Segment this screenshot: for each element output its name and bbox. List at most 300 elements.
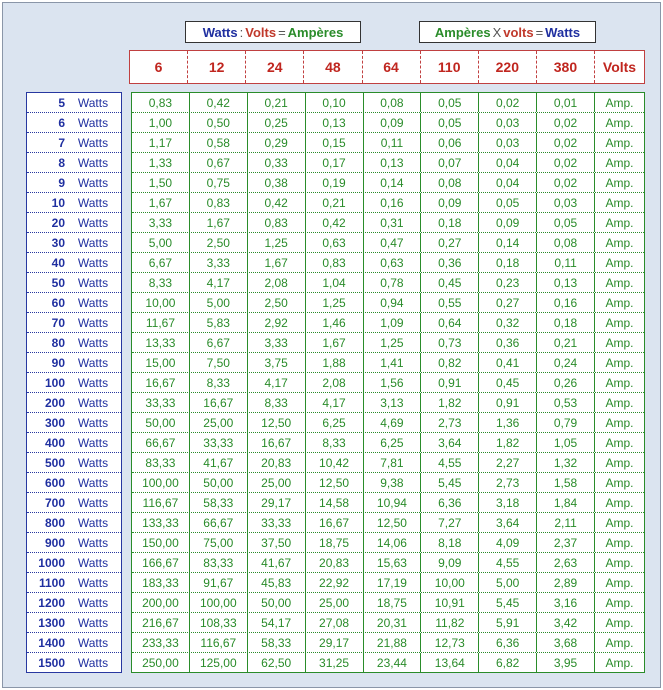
formula-volts: Volts: [245, 24, 277, 40]
table-row: [132, 353, 644, 373]
ampere-cell: 22,92: [305, 573, 363, 592]
ampere-cell: 0,83: [247, 213, 305, 232]
ampere-cell: 0,75: [189, 173, 247, 192]
watts-unit-label: Watts: [77, 575, 109, 590]
ampere-cell: 13,33: [145, 335, 176, 350]
watts-value: 1400: [38, 635, 65, 650]
ampere-cell: 116,67: [142, 495, 179, 510]
amp-unit-label: Amp.: [594, 413, 644, 432]
volt-header-cell: 110: [420, 51, 478, 83]
ampere-cell: 11,67: [145, 315, 175, 330]
table-row: [132, 473, 644, 493]
watts-row: [27, 513, 121, 533]
watts-row: [27, 573, 121, 593]
ampere-cell: 3,75: [247, 353, 305, 372]
watts-value: 1100: [38, 575, 65, 590]
table-row: [132, 293, 644, 313]
ampere-cell: 0,78: [363, 273, 421, 292]
amp-unit-label: Amp.: [594, 573, 644, 592]
ampere-cell: 0,09: [420, 193, 478, 212]
watts-unit-label: Watts: [77, 495, 109, 510]
watts-value: 1500: [38, 656, 65, 670]
amp-unit-label: Amp.: [594, 353, 644, 372]
ampere-cell: 0,83: [189, 193, 247, 212]
watts-row: [27, 613, 121, 633]
ampere-cell: 10,94: [363, 493, 421, 512]
ampere-cell: 33,33: [145, 395, 176, 410]
amp-unit-label: Amp.: [594, 93, 644, 112]
ampere-cell: 3,95: [536, 653, 594, 673]
ampere-cell: 10,00: [420, 573, 478, 592]
watts-unit-label: Watts: [77, 415, 109, 430]
table-row: [132, 593, 644, 613]
ampere-cell: 100,00: [189, 593, 247, 612]
ampere-cell: 0,64: [420, 313, 478, 332]
amp-unit-label: Amp.: [594, 473, 644, 492]
ampere-cell: 0,03: [478, 133, 536, 152]
table-row: [132, 493, 644, 513]
ampere-cell: 1,32: [536, 453, 594, 472]
ampere-cell: 0,05: [478, 193, 536, 212]
watts-value: 7: [58, 135, 65, 150]
ampere-cell: 8,33: [189, 373, 247, 392]
table-row: [132, 633, 644, 653]
ampere-cell: 1,58: [536, 473, 594, 492]
ampere-cell: 0,18: [478, 253, 536, 272]
watts-value: 5: [58, 95, 65, 110]
ampere-cell: 0,13: [536, 273, 594, 292]
ampere-cell: 250,00: [142, 656, 179, 670]
ampere-cell: 2,50: [189, 233, 247, 252]
volt-header-cell: 6: [154, 59, 163, 75]
watts-value: 200: [44, 395, 65, 410]
amp-unit-label: Amp.: [594, 313, 644, 332]
watts-unit-label: Watts: [77, 656, 109, 670]
ampere-cell: 27,08: [305, 613, 363, 632]
ampere-cell: 0,26: [536, 373, 594, 392]
table-row: [132, 413, 644, 433]
ampere-cell: 11,82: [420, 613, 478, 632]
ampere-cell: 4,55: [478, 553, 536, 572]
watts-value: 50: [51, 275, 65, 290]
volts-unit-header: Volts: [594, 51, 644, 83]
ampere-cell: 16,67: [247, 433, 305, 452]
formula-amps: Ampères: [434, 24, 491, 40]
volt-header-cell: 220: [478, 51, 536, 83]
ampere-cell: 2,73: [420, 413, 478, 432]
ampere-cell: 1,46: [305, 313, 363, 332]
watts-value: 30: [51, 235, 65, 250]
ampere-cell: 0,25: [247, 113, 305, 132]
table-row: [132, 173, 644, 193]
ampere-cell: 0,05: [536, 213, 594, 232]
table-row: [132, 213, 644, 233]
ampere-cell: 0,41: [478, 353, 536, 372]
watts-unit-label: Watts: [77, 435, 109, 450]
amp-unit-label: Amp.: [594, 253, 644, 272]
watts-value: 20: [51, 215, 65, 230]
watts-unit-label: Watts: [77, 355, 109, 370]
ampere-cell: 33,33: [189, 433, 247, 452]
ampere-cell: 0,58: [189, 133, 247, 152]
ampere-cell: 0,21: [536, 333, 594, 352]
watts-row: [27, 653, 121, 673]
table-row: [132, 333, 644, 353]
watts-value: 400: [44, 435, 65, 450]
ampere-cell: 3,16: [536, 593, 594, 612]
ampere-cell: 0,09: [478, 213, 536, 232]
ampere-cell: 133,33: [142, 515, 179, 530]
ampere-cell: 8,18: [420, 533, 478, 552]
ampere-cell: 2,50: [247, 293, 305, 312]
ampere-cell: 0,06: [420, 133, 478, 152]
watts-row: [27, 493, 121, 513]
amp-unit-label: Amp.: [594, 193, 644, 212]
ampere-cell: 0,02: [536, 173, 594, 192]
ampere-cell: 0,63: [305, 233, 363, 252]
ampere-cell: 15,63: [363, 553, 421, 572]
table-row: [132, 613, 644, 633]
volt-header-cell: 64: [362, 51, 420, 83]
amp-unit-label: Amp.: [594, 593, 644, 612]
ampere-cell: 25,00: [247, 473, 305, 492]
ampere-cell: 0,15: [305, 133, 363, 152]
watts-row: [27, 473, 121, 493]
ampere-cell: 3,64: [420, 433, 478, 452]
ampere-cell: 5,83: [189, 313, 247, 332]
watts-value: 500: [44, 455, 65, 470]
ampere-cell: 0,33: [247, 153, 305, 172]
watts-value: 300: [44, 415, 65, 430]
ampere-cell: 0,02: [536, 133, 594, 152]
table-row: [132, 393, 644, 413]
ampere-cell: 7,27: [420, 513, 478, 532]
ampere-cell: 0,79: [536, 413, 594, 432]
ampere-cell: 0,21: [305, 193, 363, 212]
ampere-cell: 54,17: [247, 613, 305, 632]
ampere-cell: 150,00: [142, 535, 179, 550]
amp-unit-label: Amp.: [594, 613, 644, 632]
ampere-cell: 0,32: [478, 313, 536, 332]
table-row: [132, 433, 644, 453]
watts-value: 1200: [38, 595, 65, 610]
watts-value: 10: [51, 195, 65, 210]
ampere-cell: 0,17: [305, 153, 363, 172]
ampere-cell: 0,63: [363, 253, 421, 272]
conversion-table-panel: [2, 2, 661, 688]
ampere-cell: 0,19: [305, 173, 363, 192]
amp-unit-label: Amp.: [594, 493, 644, 512]
ampere-cell: 12,73: [420, 633, 478, 652]
watts-unit-label: Watts: [77, 255, 109, 270]
ampere-cell: 3,64: [478, 513, 536, 532]
ampere-cell: 2,11: [536, 513, 594, 532]
table-row: [132, 133, 644, 153]
ampere-cell: 33,33: [247, 513, 305, 532]
ampere-cell: 100,00: [142, 475, 179, 490]
ampere-cell: 0,03: [536, 193, 594, 212]
amp-unit-label: Amp.: [594, 153, 644, 172]
ampere-cell: 4,69: [363, 413, 421, 432]
ampere-cell: 1,82: [478, 433, 536, 452]
watts-row: [27, 133, 121, 153]
ampere-cell: 66,67: [145, 435, 176, 450]
ampere-cell: 0,83: [148, 95, 173, 110]
watts-value: 1000: [38, 555, 65, 570]
ampere-cell: 0,18: [536, 313, 594, 332]
ampere-cell: 0,10: [305, 93, 363, 112]
ampere-cell: 6,67: [189, 333, 247, 352]
formula-watts-divided-by-volts: [185, 21, 361, 43]
watts-unit-label: Watts: [77, 475, 109, 490]
ampere-cell: 5,00: [478, 573, 536, 592]
ampere-cell: 5,00: [189, 293, 247, 312]
watts-column: [26, 92, 122, 673]
volt-header-cell: 24: [245, 51, 303, 83]
ampere-cell: 125,00: [189, 653, 247, 673]
ampere-cell: 0,04: [478, 153, 536, 172]
ampere-cell: 0,01: [536, 93, 594, 112]
ampere-cell: 10,42: [305, 453, 363, 472]
table-row: [132, 253, 644, 273]
ampere-cell: 50,00: [247, 593, 305, 612]
ampere-cell: 2,37: [536, 533, 594, 552]
ampere-cell: 0,36: [478, 333, 536, 352]
watts-row: [27, 633, 121, 653]
watts-row: [27, 333, 121, 353]
ampere-cell: 83,33: [145, 455, 176, 470]
ampere-cell: 0,16: [536, 293, 594, 312]
formula-equals: =: [278, 24, 286, 40]
formula-equals: =: [535, 24, 544, 40]
watts-row: [27, 533, 121, 553]
ampere-cell: 1,50: [148, 175, 173, 190]
ampere-cell: 1,67: [189, 213, 247, 232]
watts-row: [27, 413, 121, 433]
ampere-cell: 0,23: [478, 273, 536, 292]
watts-row: [27, 233, 121, 253]
table-row: [132, 113, 644, 133]
ampere-cell: 0,14: [363, 173, 421, 192]
watts-row: [27, 113, 121, 133]
ampere-cell: 0,42: [305, 213, 363, 232]
ampere-cell: 200,00: [142, 595, 179, 610]
amperes-grid: [131, 92, 645, 673]
volt-header-cell: 380: [536, 51, 594, 83]
ampere-cell: 4,17: [247, 373, 305, 392]
watts-value: 90: [51, 355, 65, 370]
table-row: [132, 513, 644, 533]
ampere-cell: 20,83: [247, 453, 305, 472]
ampere-cell: 0,21: [247, 93, 305, 112]
ampere-cell: 0,27: [420, 233, 478, 252]
ampere-cell: 18,75: [305, 533, 363, 552]
formula-amps-times-volts: [419, 21, 596, 43]
watts-row: [27, 153, 121, 173]
watts-unit-label: Watts: [77, 235, 109, 250]
ampere-cell: 0,16: [363, 193, 421, 212]
watts-value: 800: [44, 515, 65, 530]
ampere-cell: 7,81: [363, 453, 421, 472]
watts-unit-label: Watts: [77, 555, 109, 570]
formula-volts: volts: [503, 24, 534, 40]
ampere-cell: 1,04: [305, 273, 363, 292]
ampere-cell: 8,33: [247, 393, 305, 412]
ampere-cell: 2,73: [478, 473, 536, 492]
ampere-cell: 5,45: [478, 593, 536, 612]
watts-unit-label: Watts: [77, 295, 109, 310]
amp-unit-label: Amp.: [594, 113, 644, 132]
watts-unit-label: Watts: [77, 155, 109, 170]
watts-unit-label: Watts: [77, 335, 109, 350]
ampere-cell: 75,00: [189, 533, 247, 552]
watts-row: [27, 453, 121, 473]
watts-row: [27, 553, 121, 573]
ampere-cell: 0,18: [420, 213, 478, 232]
ampere-cell: 16,67: [145, 375, 176, 390]
watts-unit-label: Watts: [77, 515, 109, 530]
ampere-cell: 183,33: [142, 575, 179, 590]
ampere-cell: 0,09: [363, 113, 421, 132]
ampere-cell: 0,04: [478, 173, 536, 192]
ampere-cell: 1,25: [247, 233, 305, 252]
ampere-cell: 1,17: [148, 135, 173, 150]
ampere-cell: 1,56: [363, 373, 421, 392]
ampere-cell: 9,38: [363, 473, 421, 492]
amp-unit-label: Amp.: [594, 393, 644, 412]
ampere-cell: 10,00: [145, 295, 176, 310]
amp-unit-label: Amp.: [594, 513, 644, 532]
ampere-cell: 0,11: [363, 133, 421, 152]
amp-unit-label: Amp.: [594, 373, 644, 392]
ampere-cell: 1,82: [420, 393, 478, 412]
watts-value: 8: [58, 155, 65, 170]
watts-value: 6: [58, 115, 65, 130]
ampere-cell: 91,67: [189, 573, 247, 592]
watts-unit-label: Watts: [77, 535, 109, 550]
ampere-cell: 1,33: [148, 155, 173, 170]
ampere-cell: 0,73: [420, 333, 478, 352]
ampere-cell: 7,50: [189, 353, 247, 372]
amp-unit-label: Amp.: [594, 173, 644, 192]
amp-unit-label: Amp.: [594, 533, 644, 552]
ampere-cell: 25,00: [305, 593, 363, 612]
watts-value: 70: [51, 315, 65, 330]
watts-unit-label: Watts: [77, 195, 109, 210]
ampere-cell: 50,00: [189, 473, 247, 492]
watts-unit-label: Watts: [77, 375, 109, 390]
ampere-cell: 0,08: [420, 173, 478, 192]
ampere-cell: 5,45: [420, 473, 478, 492]
watts-row: [27, 293, 121, 313]
ampere-cell: 17,19: [363, 573, 421, 592]
ampere-cell: 0,42: [247, 193, 305, 212]
table-row: [132, 153, 644, 173]
formula-operator: X: [492, 24, 502, 40]
ampere-cell: 3,33: [247, 333, 305, 352]
watts-row: [27, 213, 121, 233]
volt-header-cell: 48: [303, 51, 361, 83]
ampere-cell: 0,11: [536, 253, 594, 272]
ampere-cell: 12,50: [305, 473, 363, 492]
watts-unit-label: Watts: [77, 615, 109, 630]
watts-unit-label: Watts: [77, 395, 109, 410]
amp-unit-label: Amp.: [594, 233, 644, 252]
ampere-cell: 0,13: [363, 153, 421, 172]
ampere-cell: 0,82: [420, 353, 478, 372]
ampere-cell: 41,67: [247, 553, 305, 572]
ampere-cell: 0,94: [363, 293, 421, 312]
ampere-cell: 9,09: [420, 553, 478, 572]
ampere-cell: 14,58: [305, 493, 363, 512]
amp-unit-label: Amp.: [594, 273, 644, 292]
formula-amps: Ampères: [287, 24, 344, 40]
ampere-cell: 0,45: [478, 373, 536, 392]
ampere-cell: 2,92: [247, 313, 305, 332]
ampere-cell: 50,00: [145, 415, 176, 430]
ampere-cell: 0,36: [420, 253, 478, 272]
ampere-cell: 3,42: [536, 613, 594, 632]
table-row: [132, 273, 644, 293]
ampere-cell: 31,25: [305, 653, 363, 673]
ampere-cell: 166,67: [142, 555, 179, 570]
table-row: [132, 533, 644, 553]
watts-value: 60: [51, 295, 65, 310]
ampere-cell: 21,88: [363, 633, 421, 652]
watts-value: 900: [44, 535, 65, 550]
ampere-cell: 1,67: [148, 195, 173, 210]
ampere-cell: 15,00: [145, 355, 176, 370]
ampere-cell: 2,89: [536, 573, 594, 592]
watts-row: [27, 253, 121, 273]
ampere-cell: 16,67: [189, 393, 247, 412]
ampere-cell: 25,00: [189, 413, 247, 432]
ampere-cell: 83,33: [189, 553, 247, 572]
ampere-cell: 216,67: [142, 615, 179, 630]
ampere-cell: 6,67: [148, 255, 173, 270]
ampere-cell: 3,13: [363, 393, 421, 412]
watts-unit-label: Watts: [77, 275, 109, 290]
ampere-cell: 0,02: [478, 93, 536, 112]
amp-unit-label: Amp.: [594, 633, 644, 652]
amp-unit-label: Amp.: [594, 213, 644, 232]
formula-watts: Watts: [545, 24, 581, 40]
ampere-cell: 14,06: [363, 533, 421, 552]
ampere-cell: 1,67: [305, 333, 363, 352]
ampere-cell: 0,29: [247, 133, 305, 152]
ampere-cell: 1,05: [536, 433, 594, 452]
ampere-cell: 1,25: [305, 293, 363, 312]
ampere-cell: 0,50: [189, 113, 247, 132]
ampere-cell: 4,17: [305, 393, 363, 412]
ampere-cell: 2,63: [536, 553, 594, 572]
ampere-cell: 0,47: [363, 233, 421, 252]
watts-unit-label: Watts: [77, 95, 109, 110]
watts-value: 100: [44, 375, 65, 390]
ampere-cell: 16,67: [305, 513, 363, 532]
watts-unit-label: Watts: [77, 315, 109, 330]
ampere-cell: 0,02: [536, 113, 594, 132]
ampere-cell: 0,83: [305, 253, 363, 272]
ampere-cell: 3,68: [536, 633, 594, 652]
watts-row: [27, 273, 121, 293]
ampere-cell: 18,75: [363, 593, 421, 612]
ampere-cell: 0,42: [189, 93, 247, 112]
ampere-cell: 6,25: [305, 413, 363, 432]
table-row: [132, 653, 644, 673]
volt-header-row: [129, 50, 645, 84]
table-row: [132, 313, 644, 333]
